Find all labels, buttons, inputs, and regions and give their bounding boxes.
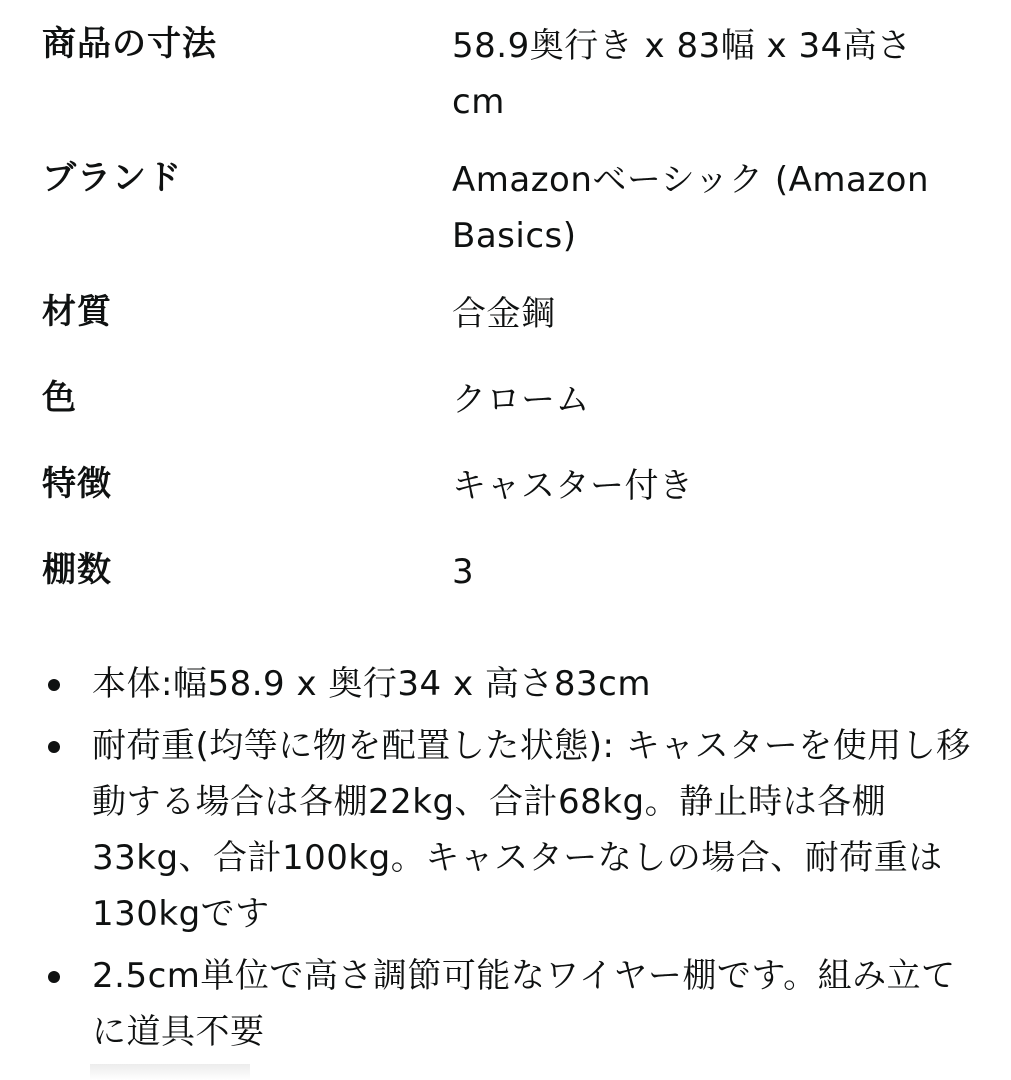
spec-row-color: [42, 372, 972, 428]
spec-value: キャスター付き: [452, 466, 694, 506]
list-item: [42, 656, 972, 712]
list-item: [42, 718, 972, 942]
bullet-text: 本体:幅58.9 x 奥行34 x 高さ83cm: [92, 664, 651, 704]
spec-value: 3: [452, 552, 475, 592]
spec-value: クローム: [452, 380, 590, 420]
spec-row-shelf-count: [42, 544, 972, 600]
list-item: [42, 948, 972, 1060]
spec-label: 材質: [42, 292, 112, 332]
spec-row-dimensions: [42, 18, 972, 130]
spec-row-material: [42, 286, 972, 342]
bullet-dot-icon: [48, 679, 60, 691]
spec-row-feature: [42, 458, 972, 514]
bullet-text: 2.5cm単位で高さ調節可能なワイヤー棚です。組み立てに道具不要: [92, 956, 956, 1052]
clipped-content-edge: [90, 1064, 250, 1080]
bullet-text: 耐荷重(均等に物を配置した状態): キャスターを使用し移動する場合は各棚22kg、合計68kg。静止時は各棚33kg、合計100kg。キャスターなしの場合、耐荷重は130kgです: [92, 726, 971, 934]
spec-label: 色: [42, 378, 77, 418]
product-spec-table: [42, 18, 972, 600]
bullet-dot-icon: [48, 971, 60, 983]
spec-value: Amazonベーシック (Amazon Basics): [452, 160, 930, 256]
spec-value: 58.9奥行き x 83幅 x 34高さ cm: [452, 26, 912, 122]
spec-label: 特徴: [42, 464, 112, 504]
feature-bullet-list: [42, 656, 972, 1066]
spec-label: 棚数: [42, 550, 112, 590]
spec-label: 商品の寸法: [42, 24, 217, 64]
spec-label: ブランド: [42, 158, 182, 198]
spec-value: 合金鋼: [452, 294, 556, 334]
spec-row-brand: [42, 152, 972, 264]
bullet-dot-icon: [48, 741, 60, 753]
